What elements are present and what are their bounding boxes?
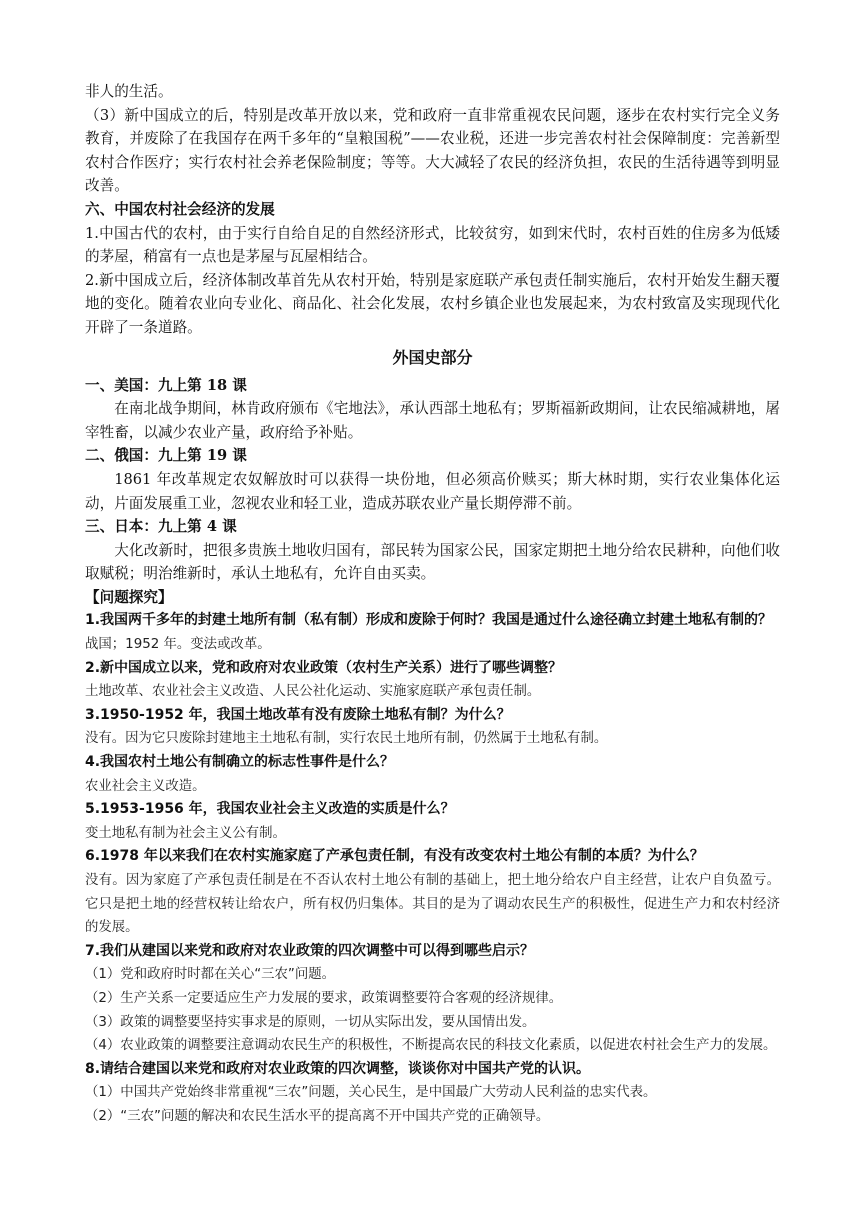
paragraph-japan: 大化改新时，把很多贵族土地收归国有，部民转为国家公民，国家定期把土地分给农民耕种，向他们收取赋税；明治维新时，承认土地私有，允许自由买卖。 xyxy=(85,541,780,583)
heading-russia: 二、俄国：九上第 19 课 xyxy=(85,447,247,465)
answer-7-item-1: （1）党和政府时时都在关心“三农”问题。 xyxy=(85,967,336,983)
question-7: 7.我们从建国以来党和政府对农业政策的四次调整中可以得到哪些启示？ xyxy=(85,942,535,959)
answer-6: 没有。因为家庭了产承包责任制是在不否认农村土地公有制的基础上，把土地分给农户自主经营，让农户自负盈亏。它只是把土地的经营权转让给农户，所有权仍归集体。其目的是为了调动农民生产的积极性，促进生产力和农村经济的发展。 xyxy=(85,873,780,936)
question-8: 8.请结合建国以来党和政府对农业政策的四次调整，谈谈你对中国共产党的认识。 xyxy=(85,1060,591,1077)
answer-5: 变土地私有制为社会主义公有制。 xyxy=(85,825,286,841)
heading-usa: 一、美国：九上第 18 课 xyxy=(85,376,247,394)
answer-7-item-2: （2）生产关系一定要适应生产力发展的要求，政策调整要符合客观的经济规律。 xyxy=(85,990,563,1006)
question-5: 5.1953-1956 年，我国农业社会主义改造的实质是什么？ xyxy=(85,801,455,818)
answer-8-item-1: （1）中国共产党始终非常重视“三农”问题，关心民生，是中国最广大劳动人民利益的忠实代表。 xyxy=(85,1085,657,1101)
answer-3: 没有。因为它只废除封建地主土地私有制，实行农民土地所有制，仍然属于土地私有制。 xyxy=(85,731,608,747)
heading-japan: 三、日本：九上第 4 课 xyxy=(85,518,237,536)
question-6: 6.1978 年以来我们在农村实施家庭了产承包责任制，有没有改变农村土地公有制的本质？为什么？ xyxy=(85,848,704,865)
paragraph-usa: 在南北战争期间，林肯政府颁布《宅地法》，承认西部土地私有；罗斯福新政期间，让农民缩减耕地，屠宰牲畜，以减少农业产量，政府给予补贴。 xyxy=(85,400,780,441)
paragraph-farmer-policy: （3）新中国成立的后，特别是改革开放以来，党和政府一直非常重视农民问题，逐步在农村实行完全义务教育，并废除了在我国存在两千多年的“皇粮国税”——农业税，还进一步完善农村社会保障制度：完善新型农村合作医疗；实行农村社会养老保险制度；等等。大大减轻了农民的经济负担，农民的生活待遇等到明显改善。 xyxy=(85,106,780,195)
answer-2: 土地改革、农业社会主义改造、人民公社化运动、实施家庭联产承包责任制。 xyxy=(85,684,541,700)
answer-4: 农业社会主义改造。 xyxy=(85,778,206,794)
answer-7-item-4: （4）农业政策的调整要注意调动农民生产的积极性，不断提高农民的科技文化素质，以促进农村社会生产力的发展。 xyxy=(85,1038,777,1054)
question-3: 3.1950-1952 年，我国土地改革有没有废除土地私有制？为什么？ xyxy=(85,706,511,723)
answer-1: 战国；1952 年。变法或改革。 xyxy=(85,637,271,653)
document-page xyxy=(85,80,780,1129)
paragraph-russia: 1861 年改革规定农奴解放时可以获得一块份地，但必须高价赎买；斯大林时期，实行农业集体化运动，片面发展重工业，忽视农业和轻工业，造成苏联农业产量长期停滞不前。 xyxy=(85,470,780,512)
paragraph-continuation: 非人的生活。 xyxy=(85,83,173,100)
answer-8-item-2: （2）“三农”问题的解决和农民生活水平的提高离不开中国共产党的正确领导。 xyxy=(85,1108,550,1124)
question-2: 2.新中国成立以来，党和政府对农业政策（农村生产关系）进行了哪些调整？ xyxy=(85,659,563,676)
foreign-history-title: 外国史部分 xyxy=(392,347,473,367)
paragraph-ancient-rural: 1.中国古代的农村，由于实行自给自足的自然经济形式，比较贫穷，如到宋代时，农村百姓的住房多为低矮的茅屋，稍富有一点也是茅屋与瓦屋相结合。 xyxy=(85,224,780,266)
question-1: 1.我国两千多年的封建土地所有制（私有制）形成和废除于何时？我国是通过什么途径确立封建土地私有制的？ xyxy=(85,612,773,629)
answer-7-item-3: （3）政策的调整要坚持实事求是的原则，一切从实际出发，要从国情出发。 xyxy=(85,1014,536,1030)
section-heading-rural-economy: 六、中国农村社会经济的发展 xyxy=(85,200,275,218)
paragraph-new-china-rural: 2.新中国成立后，经济体制改革首先从农村开始，特别是家庭联产承包责任制实施后，农村开始发生翻天覆地的变化。随着农业向专业化、商品化、社会化发展，农村乡镇企业也发展起来，为农村致富及实现现代化开辟了一条道路。 xyxy=(85,271,780,336)
explore-heading: 【问题探究】 xyxy=(85,588,173,606)
question-4: 4.我国农村土地公有制确立的标志性事件是什么？ xyxy=(85,754,395,771)
